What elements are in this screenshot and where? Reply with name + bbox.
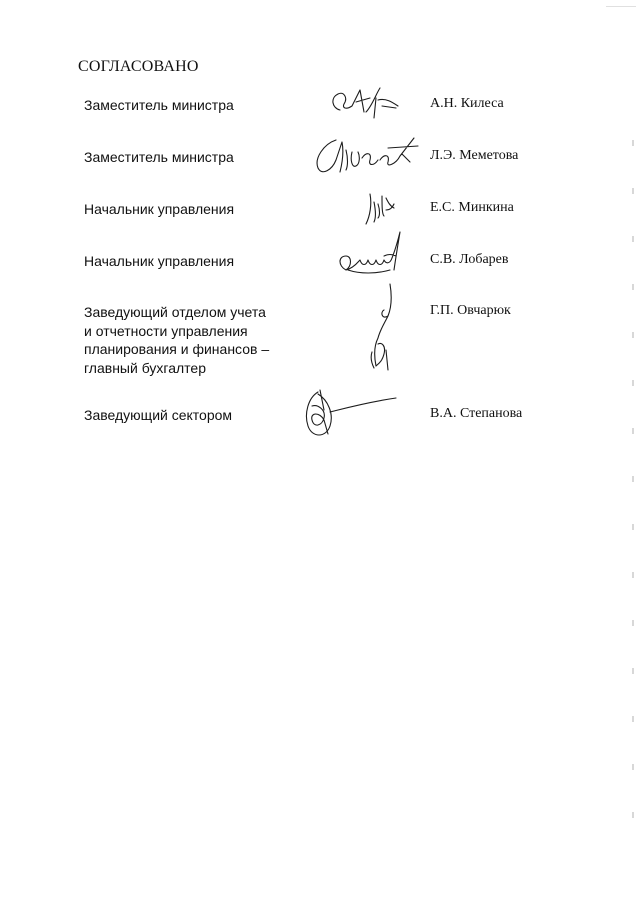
signatory-position: Заместитель министра [84, 97, 234, 113]
signatory-name: Е.С. Минкина [430, 200, 514, 215]
signature-minkina [360, 188, 400, 230]
signature-kilesa [326, 76, 408, 126]
signatory-name: Г.П. Овчарюк [430, 303, 511, 318]
signature-ovcharyuk [362, 280, 402, 376]
signatory-position: Начальник управления [84, 253, 235, 269]
approval-heading: СОГЛАСОВАНО [78, 58, 199, 75]
signature-memetova [306, 130, 428, 182]
scan-corner-mark [606, 6, 636, 7]
signatory-position: Заведующий отделом учета и отчетности управления планирования и финансов – главный бухгалтер [84, 304, 270, 376]
signatory-position: Заведующий сектором [84, 407, 233, 423]
signatory-name: В.А. Степанова [430, 406, 523, 421]
signature-stepanova [298, 384, 402, 444]
signatory-position: Начальник управления [84, 201, 235, 217]
signatory-name: Л.Э. Меметова [430, 148, 519, 163]
scan-edge-marks [632, 140, 634, 860]
signatory-name: С.В. Лобарев [430, 252, 509, 267]
signatory-name: А.Н. Килеса [430, 96, 504, 111]
signatory-position: Заместитель министра [84, 149, 234, 165]
